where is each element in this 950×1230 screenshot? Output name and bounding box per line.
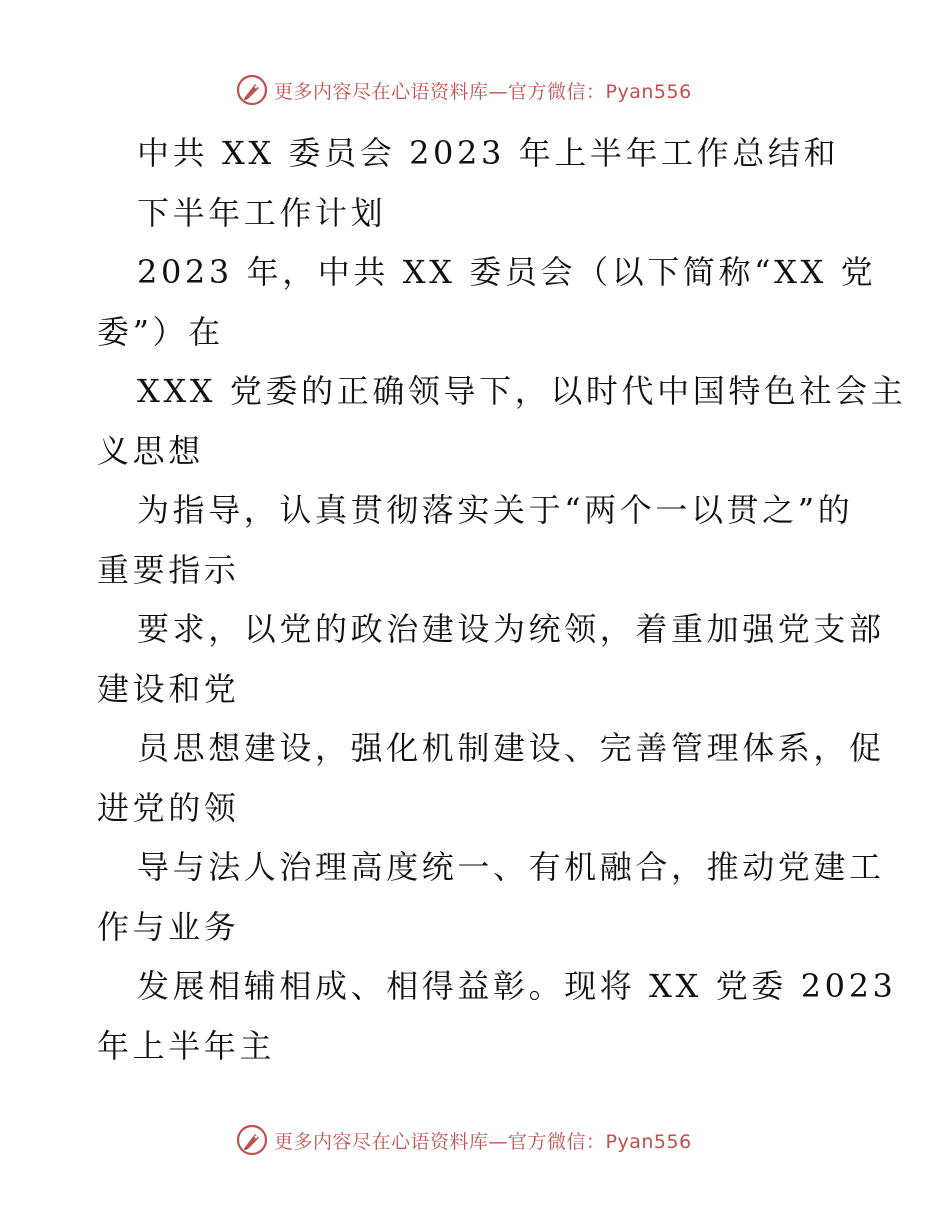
- text-line: 进党的领: [97, 788, 240, 827]
- text-line: 为指导，认真贯彻落实关于“两个一以贯之”的: [137, 491, 854, 529]
- document-body: [97, 124, 907, 1076]
- text-line: 作与业务: [97, 907, 240, 946]
- text-line: 中共 XX 委员会 2023 年上半年工作总结和: [137, 134, 840, 172]
- text-line: 年上半年主: [97, 1026, 276, 1065]
- header-watermark: [236, 72, 692, 108]
- text-line: 义思想: [97, 431, 204, 470]
- watermark-text: 更多内容尽在心语资料库—官方微信：Pyan556: [274, 1130, 692, 1153]
- text-line: 员思想建设，强化机制建设、完善管理体系，促: [137, 729, 885, 767]
- text-line: 下半年工作计划: [137, 193, 387, 232]
- footer-watermark: [236, 1122, 692, 1158]
- watermark-text: 更多内容尽在心语资料库—官方微信：Pyan556: [274, 80, 692, 103]
- text-line: 发展相辅相成、相得益彰。现将 XX 党委 2023: [137, 967, 897, 1005]
- text-line: 2023 年，中共 XX 委员会（以下简称“XX 党: [137, 253, 877, 291]
- text-line: XXX 党委的正确领导下，以时代中国特色社会主: [137, 372, 907, 410]
- text-line: 委”）在: [97, 312, 224, 351]
- pen-nib-logo-icon: [236, 74, 268, 106]
- text-line: 要求，以党的政治建设为统领，着重加强党支部: [137, 610, 885, 648]
- text-line: 建设和党: [97, 669, 240, 708]
- text-line: 导与法人治理高度统一、有机融合，推动党建工: [137, 848, 885, 886]
- text-line: 重要指示: [97, 550, 240, 589]
- pen-nib-logo-icon: [236, 1124, 268, 1156]
